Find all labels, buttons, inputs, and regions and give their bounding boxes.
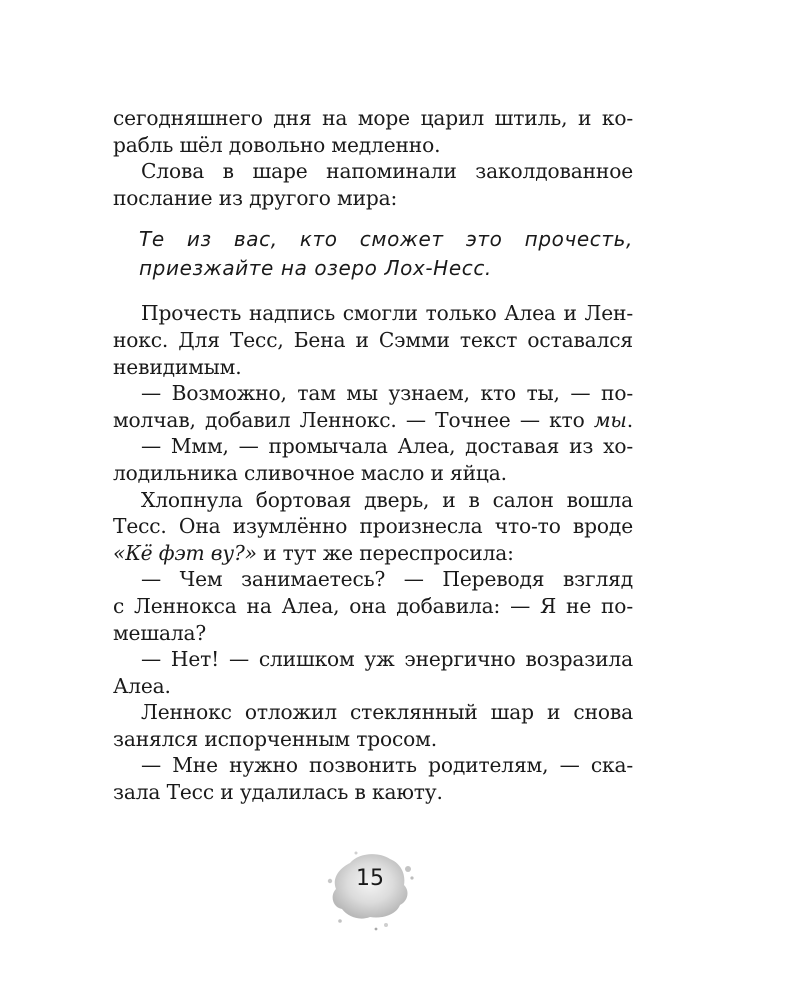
text-line: сегодняшнего дня на море царил штиль, и ко- [113,106,633,130]
text-line: Тесс. Она изумлённо произнесла что-то вроде [113,514,633,539]
text-line: Слова в шаре напоминали заколдованное [141,159,633,184]
text-line: нокс. Для Тесс, Бена и Сэмми текст оставался [113,327,633,352]
handwritten-message [113,225,633,283]
text-line: рабль шёл довольно медленно. [113,132,441,157]
text-line: с Леннокса на Алеа, она добавила: — Я не по- [113,593,633,618]
emphasis-text: мы [593,407,627,432]
text-fragment: и тут же переспросила: [256,540,514,565]
text-line: мешала? [113,620,207,645]
text-line: — Мне нужно позвонить родителям, — ска- [141,753,633,778]
text-line: послание из другого мира: [113,185,398,210]
text-line: лодильника сливочное масло и яйца. [113,460,507,485]
text-line: — Возможно, там мы узнаем, кто ты, — по- [141,381,633,406]
page-number-badge [320,845,420,935]
text-line [113,407,633,434]
message-line: Те из вас, кто сможет это прочесть, [139,227,633,252]
body-text [113,105,633,806]
emphasis-text: «Кё фэт ву?» [113,540,257,565]
text-line: Прочесть надпись смогли только Алеа и Лен- [141,301,633,326]
text-line: невидимым. [113,354,242,379]
page-number: 15 [356,866,384,891]
text-line: Алеа. [113,673,171,698]
text-line: — Нет! — слишком уж энергично возразила [141,647,633,672]
text-fragment: молчав, добавил Леннокс. — Точнее — кто [113,407,594,432]
text-line: — Ммм, — промычала Алеа, доставая из хо- [141,434,633,459]
text-line: Хлопнула бортовая дверь, и в салон вошла [141,487,633,512]
text-fragment: . [626,407,633,432]
text-line [113,540,633,567]
text-line: Леннокс отложил стеклянный шар и снова [141,700,633,725]
message-line: приезжайте на озеро Лох-Несс. [139,256,492,281]
text-line: — Чем занимаетесь? — Переводя взгляд [141,567,633,592]
text-line: занялся испорченным тросом. [113,726,437,751]
text-line: зала Тесс и удалилась в каюту. [113,780,443,805]
